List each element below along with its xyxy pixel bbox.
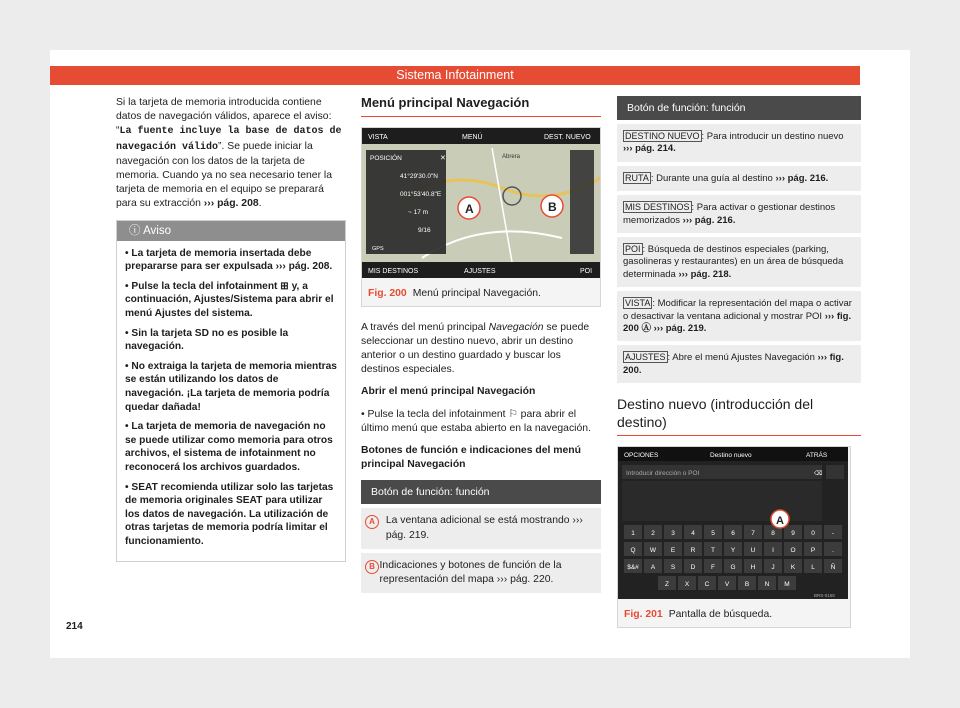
aviso-item: • Sin la tarjeta SD no es posible la navegación. <box>125 327 289 353</box>
intro-paragraph: Si la tarjeta de memoria introducida contiene datos de navegación válidos, aparece el aviso: “La fuente incluye la base de datos de navegación válido”. Se puede iniciar la navegación con los datos de la tarjeta de memoria. Cuando ya no sea necesario tener la tarjeta de memoria en el equipo se preparará para su extracción ››› pág. 208. <box>116 97 342 210</box>
subheading: Botones de función e indicaciones del menú principal Navegación <box>361 445 581 471</box>
keyboard-key-label: 4 <box>691 530 695 538</box>
keyboard-key-label: B <box>744 581 750 589</box>
keyboard-key-label: W <box>649 547 657 555</box>
keyboard-key-label: 1 <box>631 530 635 538</box>
image-code: BRS-0158 <box>814 593 835 599</box>
menu-tab[interactable]: MENÚ <box>462 134 483 142</box>
keyboard-key-label: 6 <box>731 530 735 538</box>
paragraph: A través del menú principal Navegación se puede seleccionar un destino nuevo, abrir un destino anterior o un destino guardado y buscar los destinos especiales. <box>361 321 590 376</box>
position-panel-title: POSICIÓN <box>370 155 402 163</box>
keyboard-key-label: R <box>690 547 696 555</box>
keyboard-key-label: P <box>810 547 816 555</box>
nav-screen-image <box>362 128 600 278</box>
altitude: ~ 17 m <box>408 209 429 217</box>
svg-text:B: B <box>548 200 557 215</box>
gps-label: GPS <box>372 246 384 253</box>
keyboard-key-label: X <box>684 581 690 589</box>
keyboard-key-label: 2 <box>651 530 655 538</box>
subheading: Abrir el menú principal Navegación <box>361 386 536 398</box>
info-icon: ⓘ <box>129 224 141 237</box>
longitude: 001°53'40.8"E <box>400 191 442 199</box>
poi-button[interactable]: POI <box>580 268 593 276</box>
figure-caption: Fig. 201 Pantalla de búsqueda. <box>624 609 773 621</box>
results-area <box>622 481 822 521</box>
aviso-item: • No extraiga la tarjeta de memoria mientras se están utilizando los datos de navegación. ¡La tarjeta de memoria podría quedar dañada! <box>125 360 337 413</box>
keyboard-key-label: J <box>771 564 775 572</box>
table-row: B Indicaciones y botones de función de la representación del mapa ››› pág. 220. <box>361 553 601 593</box>
dest-nuevo-tab[interactable]: DEST. NUEVO <box>544 134 591 142</box>
keyboard-key-label: 5 <box>711 530 715 538</box>
map-town-label: Abrera <box>502 154 521 161</box>
keyboard-key-label: H <box>750 564 756 572</box>
keyboard-key-label: 9 <box>791 530 795 538</box>
backspace-icon[interactable]: ⌫ <box>814 471 823 478</box>
mis-destinos-button[interactable]: MIS DESTINOS <box>368 268 419 276</box>
keyboard-key-label: T <box>711 547 715 555</box>
map-controls[interactable] <box>570 150 594 254</box>
keyboard-key-label: V <box>724 581 730 589</box>
aviso-box <box>116 220 346 562</box>
column-1 <box>116 96 346 562</box>
satellites: 9/16 <box>418 227 431 235</box>
keyboard-key-label: F <box>711 564 715 572</box>
page-number: 214 <box>66 621 83 632</box>
keyboard-key-label: A <box>650 564 656 572</box>
table-row: A La ventana adicional se está mostrando ››› pág. 219. <box>361 508 601 548</box>
keyboard-screen-image <box>618 447 848 599</box>
keyboard-key-label: $&# <box>627 564 639 572</box>
keyboard-key-label: Ñ <box>830 564 836 572</box>
keyboard-key-label: U <box>750 547 756 555</box>
column-2 <box>361 96 601 593</box>
section-heading: Menú principal Navegación <box>361 96 601 117</box>
figure-201 <box>617 446 851 627</box>
table-header: Botón de función: función <box>361 480 601 504</box>
keyboard-key-label: D <box>690 564 696 572</box>
keyboard-key-label: . <box>832 547 834 555</box>
keyboard-key-label: Y <box>730 547 736 555</box>
keyboard-key-label: L <box>811 564 815 572</box>
vista-tab[interactable]: VISTA <box>368 134 388 142</box>
keyboard-key-label: S <box>670 564 676 572</box>
keyboard-key-label: Z <box>665 581 669 589</box>
function-item: POI : Búsqueda de destinos especiales (parking, gasolineras y restaurantes) en un área de búsqueda determinada ››› pág. 218. <box>617 237 861 287</box>
list-icon[interactable] <box>826 465 844 479</box>
keyboard-key-label: 3 <box>671 530 675 538</box>
latitude: 41°29'30.0"N <box>400 173 438 181</box>
keyboard-key-label: K <box>790 564 796 572</box>
keyboard-key-label: Q <box>630 547 636 555</box>
opciones-tab[interactable]: OPCIONES <box>624 452 659 460</box>
keyboard-key-label: G <box>730 564 736 572</box>
aviso-item: • SEAT recomienda utilizar solo las tarjetas de memoria originales SEAT para utilizar los datos de navegación. La utilización de otras tarjetas de memoria podría limitar el funcionamiento. <box>125 481 334 547</box>
keyboard-key-label: O <box>790 547 796 555</box>
image-code: BRS-0157 <box>568 255 589 261</box>
atras-button[interactable]: ATRÁS <box>806 452 828 460</box>
column-3 <box>617 96 861 628</box>
aviso-item: • Pulse la tecla del infotainment ⊞ y, a continuación, Ajustes/Sistema para abrir el menú Ajustes del sistema. <box>125 280 334 319</box>
destination-input[interactable]: Introducir dirección o POI <box>626 470 700 478</box>
ajustes-button[interactable]: AJUSTES <box>464 268 496 276</box>
function-item: AJUSTES : Abre el menú Ajustes Navegación ››› fig. 200. <box>617 345 861 383</box>
keyboard-key-label: C <box>704 581 710 589</box>
function-item: MIS DESTINOS : Para activar o gestionar destinos memorizados ››› pág. 216. <box>617 195 861 233</box>
section-header: Sistema Infotainment <box>50 66 860 85</box>
screen-title: Destino nuevo <box>710 452 752 460</box>
figure-caption: Fig. 200 Menú principal Navegación. <box>368 288 541 300</box>
close-icon[interactable]: ✕ <box>440 155 446 163</box>
figure-200 <box>361 127 601 306</box>
keyboard-key-label: N <box>764 581 770 589</box>
keyboard-key-label: E <box>670 547 676 555</box>
keyboard-key-label: 7 <box>751 530 755 538</box>
keyboard-key-label: 0 <box>811 530 815 538</box>
table-header: Botón de función: función <box>617 96 861 120</box>
function-item: RUTA : Durante una guía al destino ››› pág. 216. <box>617 166 861 191</box>
keyboard-key-label: - <box>831 530 835 538</box>
keyboard-key-label: M <box>784 581 790 589</box>
keyboard-key-label: I <box>772 547 774 555</box>
page-ref-link[interactable]: ››› pág. 208 <box>203 198 259 210</box>
keyboard-key-label: 8 <box>771 530 775 538</box>
aviso-item: • La tarjeta de memoria insertada debe prepararse para ser expulsada ››› pág. 208. <box>125 247 333 273</box>
section-heading: Destino nuevo (introducción del destino) <box>617 395 861 436</box>
svg-text:A: A <box>776 515 784 528</box>
aviso-item: • La tarjeta de memoria de navegación no se puede utilizar como memoria para otros archivos, el sistema de infotainment no reconocerá los archivos guardados. <box>125 421 333 473</box>
aviso-header: ⓘ Aviso <box>117 221 345 241</box>
function-item: DESTINO NUEVO : Para introducir un destino nuevo ››› pág. 214. <box>617 124 861 162</box>
aviso-body <box>117 241 345 561</box>
function-item: VISTA : Modificar la representación del mapa o activar o desactivar la ventana adicional y mostrar POI ››› fig. 200 Ⓐ ››› pág. 219. <box>617 291 861 341</box>
svg-text:A: A <box>465 202 474 217</box>
bullet-paragraph: • Pulse la tecla del infotainment ⚐ para abrir el último menú que estaba abierto en la navegación. <box>361 408 591 434</box>
